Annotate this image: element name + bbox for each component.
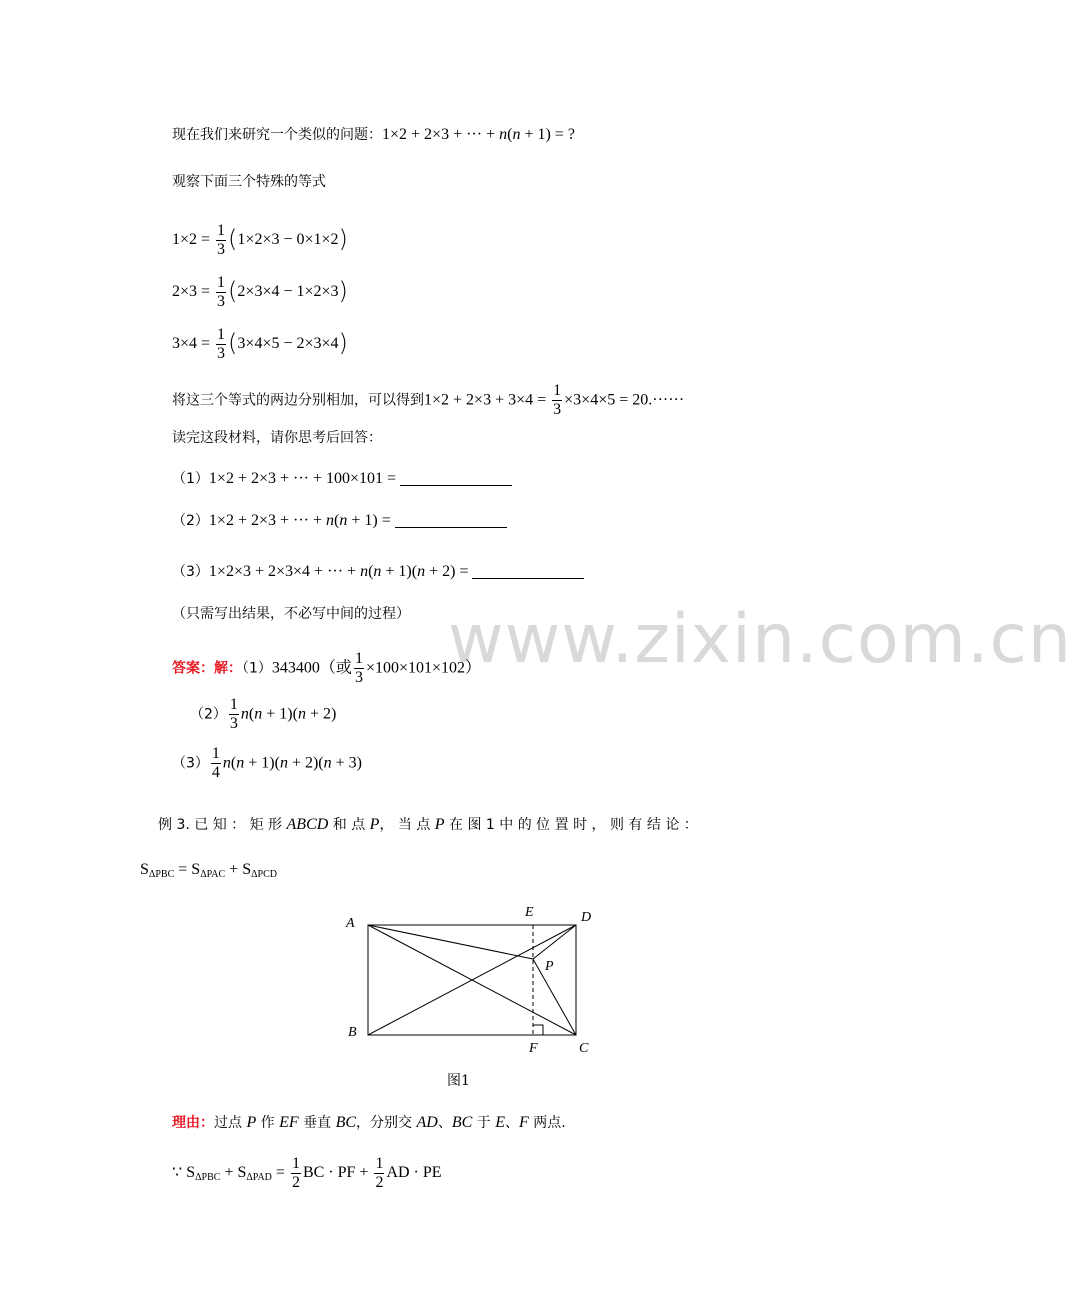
label-b: B bbox=[348, 1025, 357, 1040]
label-e: E bbox=[525, 905, 534, 920]
question-1: （1）1×2 + 2×3 + ··· + 100×101 = bbox=[172, 468, 512, 489]
question-3: （3）1×2×3 + 2×3×4 + ··· + n(n + 1)(n + 2) = bbox=[172, 561, 584, 582]
answer-blank-1[interactable] bbox=[400, 471, 512, 486]
label-f: F bbox=[529, 1041, 538, 1056]
answer-label: 答案： bbox=[172, 660, 214, 677]
right-angle-mark bbox=[533, 1025, 543, 1035]
answer-blank-2[interactable] bbox=[395, 513, 507, 528]
label-a: A bbox=[346, 916, 355, 931]
reason-line: 理由：过点 P 作 EF 垂直 BC，分别交 AD、BC 于 E、F 两点. bbox=[172, 1114, 566, 1131]
rectangle-diagram bbox=[340, 900, 600, 1060]
intro-line bbox=[172, 124, 575, 145]
area-relation: $S_{\Delta PBC} = S_{\Delta PAC} + S_{\Delta PCD}$ bbox=[140, 861, 277, 880]
read-prompt: 读完这段材料，请你思考后回答： bbox=[172, 430, 382, 446]
label-d: D bbox=[581, 910, 592, 925]
answer-blank-3[interactable] bbox=[472, 564, 584, 579]
intro-formula: 1×2 + 2×3 + ··· + n(n + 1) = ? bbox=[382, 126, 575, 143]
question-2: （2）1×2 + 2×3 + ··· + n(n + 1) = bbox=[172, 510, 507, 531]
note-text: （只需写出结果，不必写中间的过程） bbox=[172, 606, 410, 622]
because-line: ∵ $S_{\Delta PBC} + S_{\Delta PAD}$ = $\frac{1}{2}$ BC · PF + $\frac{1}{2}$ AD · PE bbox=[172, 1155, 442, 1191]
segment-ap bbox=[368, 925, 533, 959]
intro-text: 现在我们来研究一个类似的问题： bbox=[172, 127, 382, 143]
answer-2: （2） $\frac{1}{3}$ n(n + 1)(n + 2) bbox=[190, 696, 337, 732]
segment-pd bbox=[533, 925, 576, 959]
label-p: P bbox=[545, 959, 554, 974]
solve-label: 解： bbox=[214, 660, 242, 677]
figure-caption: 图1 bbox=[447, 1073, 470, 1089]
answer-1: 答案：解：（1）343400（或 $\frac{1}{3}$ ×100×101×102） bbox=[172, 650, 482, 686]
equation-2: 2×3 = $\frac{1}{3}$ (2×3×4 − 1×2×3) bbox=[172, 274, 348, 310]
observe-text: 观察下面三个特殊的等式 bbox=[172, 174, 326, 190]
equation-3: 3×4 = $\frac{1}{3}$ (3×4×5 − 2×3×4) bbox=[172, 326, 348, 362]
reason-label: 理由： bbox=[172, 1115, 214, 1131]
equation-1: 1×2 = $\frac{1}{3}$ (1×2×3 − 0×1×2) bbox=[172, 222, 348, 258]
sum-line: 将这三个等式的两边分别相加，可以得到1×2 + 2×3 + 3×4 = $\frac{1}{3}$ ×3×4×5 = 20.······ bbox=[172, 382, 685, 418]
label-c: C bbox=[579, 1041, 589, 1056]
watermark: www.zixin.com.cn bbox=[448, 600, 1072, 679]
answer-3: （3） $\frac{1}{4}$ n(n + 1)(n + 2)(n + 3) bbox=[172, 745, 362, 781]
example-3-line: 例 3. 已 知 ： 矩 形 ABCD 和 点 P， 当 点 P 在 图 1 中 的 位 置 时 ， 则 有 结 论 ： bbox=[158, 816, 698, 833]
